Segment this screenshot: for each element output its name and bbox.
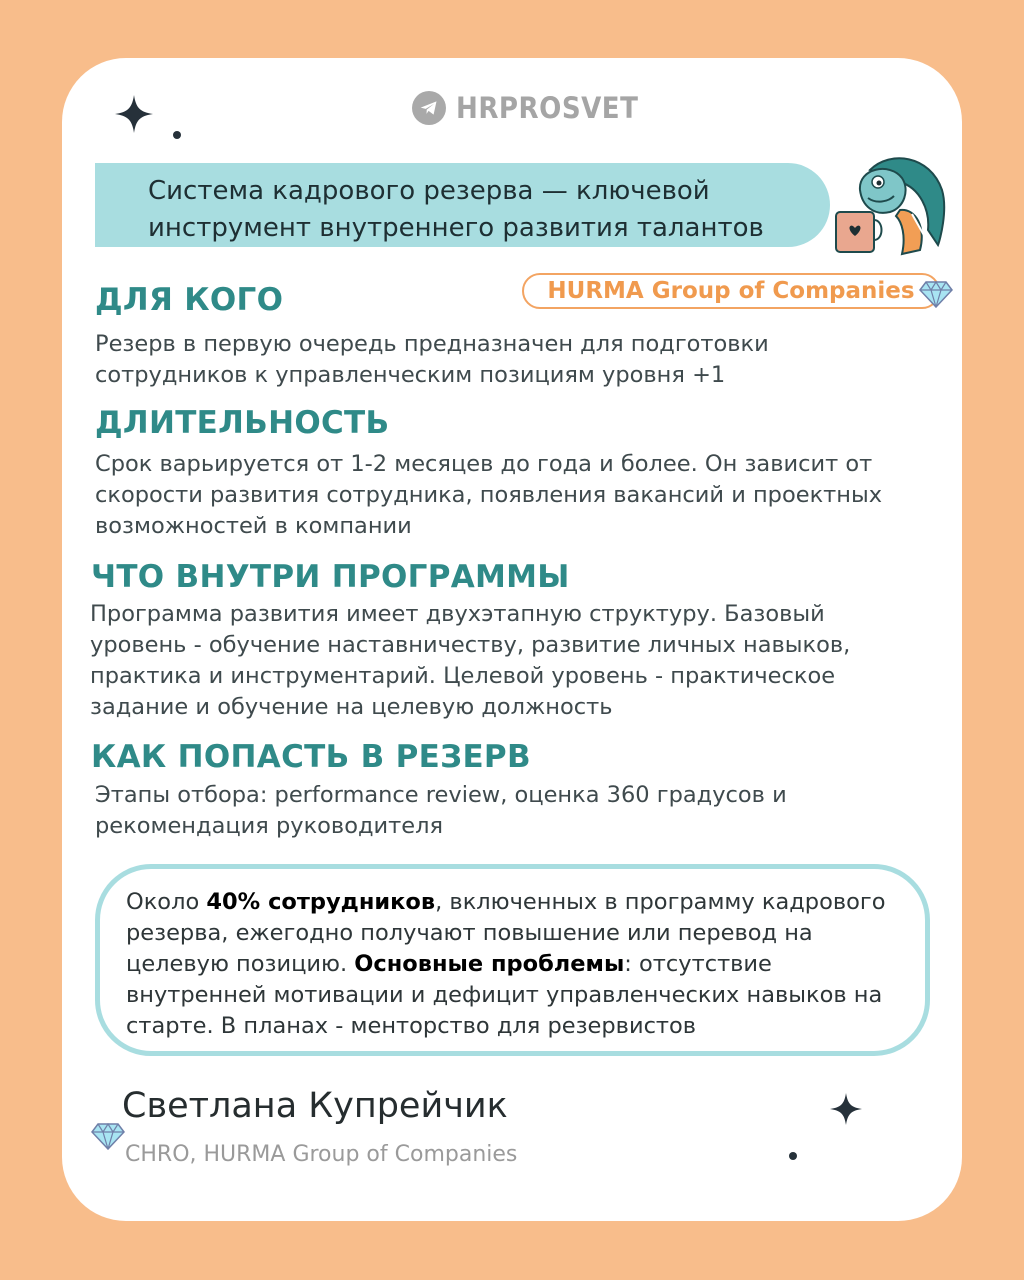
section-text-audience bbox=[95, 329, 769, 391]
mascot-fish-illustration bbox=[830, 150, 950, 260]
callout-text-fragment: резерва, ежегодно получают повышение или перевод на bbox=[126, 920, 813, 946]
callout-highlight: 40% сотрудников bbox=[206, 889, 436, 915]
callout-text-fragment: Около bbox=[126, 889, 207, 915]
text-line: задание и обучение на целевую должность bbox=[90, 694, 613, 720]
page-title bbox=[148, 173, 764, 247]
telegram-plane-icon bbox=[412, 91, 446, 125]
sparkle-icon bbox=[115, 95, 153, 133]
text-line: рекомендация руководителя bbox=[95, 813, 444, 839]
text-line: возможностей в компании bbox=[95, 513, 412, 539]
text-line: сотрудников к управленческим позициям уровня +1 bbox=[95, 362, 726, 388]
callout-text-fragment: внутренней мотивации и дефицит управленческих навыков на bbox=[126, 982, 883, 1008]
section-text-duration bbox=[95, 449, 882, 542]
content-card bbox=[62, 58, 962, 1221]
decorative-dot bbox=[173, 131, 181, 139]
section-heading-audience: ДЛЯ КОГО bbox=[95, 282, 284, 318]
author-name: Светлана Купрейчик bbox=[122, 1086, 508, 1126]
callout-text bbox=[126, 887, 885, 1042]
brand-name: HRPROSVET bbox=[456, 91, 639, 125]
callout-text-fragment: , включенных в программу кадрового bbox=[435, 889, 886, 915]
section-heading-program: ЧТО ВНУТРИ ПРОГРАММЫ bbox=[91, 559, 570, 595]
text-line: Программа развития имеет двухэтапную структуру. Базовый bbox=[90, 601, 825, 627]
text-line: практика и инструментарий. Целевой уровень - практическое bbox=[90, 663, 836, 689]
stats-callout bbox=[95, 864, 930, 1056]
diamond-icon bbox=[919, 280, 953, 308]
section-heading-selection: КАК ПОПАСТЬ В РЕЗЕРВ bbox=[91, 739, 531, 775]
company-badge-label: HURMA Group of Companies bbox=[547, 278, 915, 304]
section-text-program bbox=[90, 599, 850, 723]
section-text-selection bbox=[95, 780, 787, 842]
text-line: Этапы отбора: performance review, оценка 360 градусов и bbox=[95, 782, 787, 808]
text-line: Срок варьируется от 1-2 месяцев до года и более. Он зависит от bbox=[95, 451, 873, 477]
callout-text-fragment: целевую позицию. bbox=[126, 951, 355, 977]
callout-text-fragment: старте. В планах - менторство для резервистов bbox=[126, 1013, 697, 1039]
page-title-line-1: Система кадрового резерва — ключевой bbox=[148, 176, 710, 206]
sparkle-icon bbox=[830, 1093, 862, 1125]
page-title-line-2: инструмент внутреннего развития талантов bbox=[148, 213, 764, 243]
decorative-dot bbox=[789, 1152, 797, 1160]
text-line: скорости развития сотрудника, появления вакансий и проектных bbox=[95, 482, 883, 508]
brand-header bbox=[412, 88, 638, 128]
callout-text-fragment: : отсутствие bbox=[624, 951, 772, 977]
text-line: уровень - обучение наставничеству, развитие личных навыков, bbox=[90, 632, 851, 658]
section-heading-duration: ДЛИТЕЛЬНОСТЬ bbox=[95, 405, 390, 441]
title-banner bbox=[95, 163, 830, 247]
text-line: Резерв в первую очередь предназначен для подготовки bbox=[95, 331, 769, 357]
callout-highlight: Основные проблемы bbox=[354, 951, 625, 977]
diamond-icon bbox=[91, 1122, 125, 1150]
company-badge bbox=[522, 273, 940, 309]
author-role: CHRO, HURMA Group of Companies bbox=[125, 1142, 518, 1167]
